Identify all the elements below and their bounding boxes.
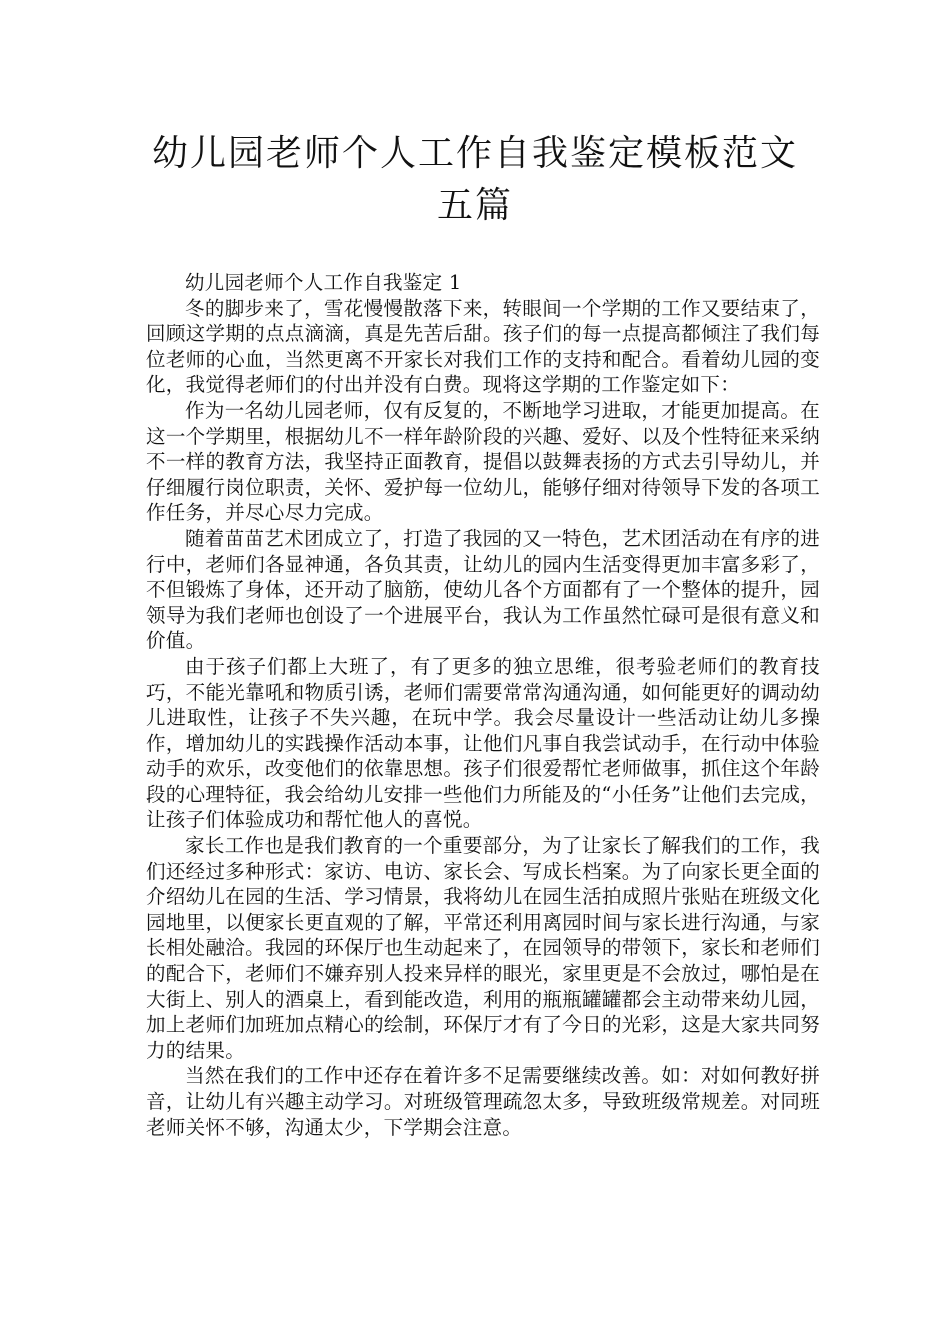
section-heading: 幼儿园老师个人工作自我鉴定 1 — [185, 271, 462, 294]
document-title: 幼儿园老师个人工作自我鉴定模板范文五篇 — [151, 133, 798, 226]
paragraph: 作为一名幼儿园老师，仅有反复的，不断地学习进取，才能更加提高。在这一个学期里，根据幼儿不一样年龄阶段的兴趣、爱好、以及个性特征来采纳不一样的教育方法，我坚持正面教育，提倡以鼓舞表扬的方式去引导幼儿，并仔细履行岗位职责，关怀、爱护每一位幼儿，能够仔细对待领导下发的各项工作任务，并尽心尽力完成。 — [146, 398, 820, 525]
paragraph: 家长工作也是我们教育的一个重要部分，为了让家长了解我们的工作，我们还经过多种形式：家访、电访、家长会、写成长档案。为了向家长更全面的介绍幼儿在园的生活、学习情景，我将幼儿在园生活拍成照片张贴在班级文化园地里，以便家长更直观的了解，平常还利用离园时间与家长进行沟通，与家长相处融洽。我园的环保厅也生动起来了，在园领导的带领下，家长和老师们的配合下，老师们不嫌弃别人投来异样的眼光，家里更是不会放过，哪怕是在大街上、别人的酒桌上，看到能改造，利用的瓶瓶罐罐都会主动带来幼儿园，加上老师们加班加点精心的绘制，环保厅才有了今日的光彩，这是大家共同努力的结果。 — [146, 834, 820, 1062]
paragraph: 当然在我们的工作中还存在着许多不足需要继续改善。如：对如何教好拼音，让幼儿有兴趣主动学习。对班级管理疏忽太多，导致班级常规差。对同班老师关怀不够，沟通太少，下学期会注意。 — [146, 1064, 820, 1139]
document-body — [146, 270, 820, 1140]
paragraph: 随着苗苗艺术团成立了，打造了我园的又一特色，艺术团活动在有序的进行中，老师们各显神通，各负其责，让幼儿的园内生活变得更加丰富多彩了，不但锻炼了身体，还开动了脑筋，使幼儿各个方面都有了一个整体的提升，园领导为我们老师也创设了一个进展平台，我认为工作虽然忙碌可是很有意义和价值。 — [146, 526, 820, 653]
paragraph: 由于孩子们都上大班了，有了更多的独立思维，很考验老师们的教育技巧，不能光靠吼和物质引诱，老师们需要常常沟通沟通，如何能更好的调动幼儿进取性，让孩子不失兴趣，在玩中学。我会尽量设计一些活动让幼儿多操作，增加幼儿的实践操作活动本事，让他们凡事自我尝试动手，在行动中体验动手的欢乐，改变他们的依靠思想。孩子们很爱帮忙老师做事，抓住这个年龄段的心理特征，我会给幼儿安排一些他们力所能及的“小任务”让他们去完成，让孩子们体验成功和帮忙他人的喜悦。 — [146, 654, 820, 832]
paragraph: 冬的脚步来了，雪花慢慢散落下来，转眼间一个学期的工作又要结束了，回顾这学期的点点滴滴，真是先苦后甜。孩子们的每一点提高都倾注了我们每位老师的心血，当然更离不开家长对我们工作的支持和配合。看着幼儿园的变化，我觉得老师们的付出并没有白费。现将这学期的工作鉴定如下： — [146, 296, 820, 397]
